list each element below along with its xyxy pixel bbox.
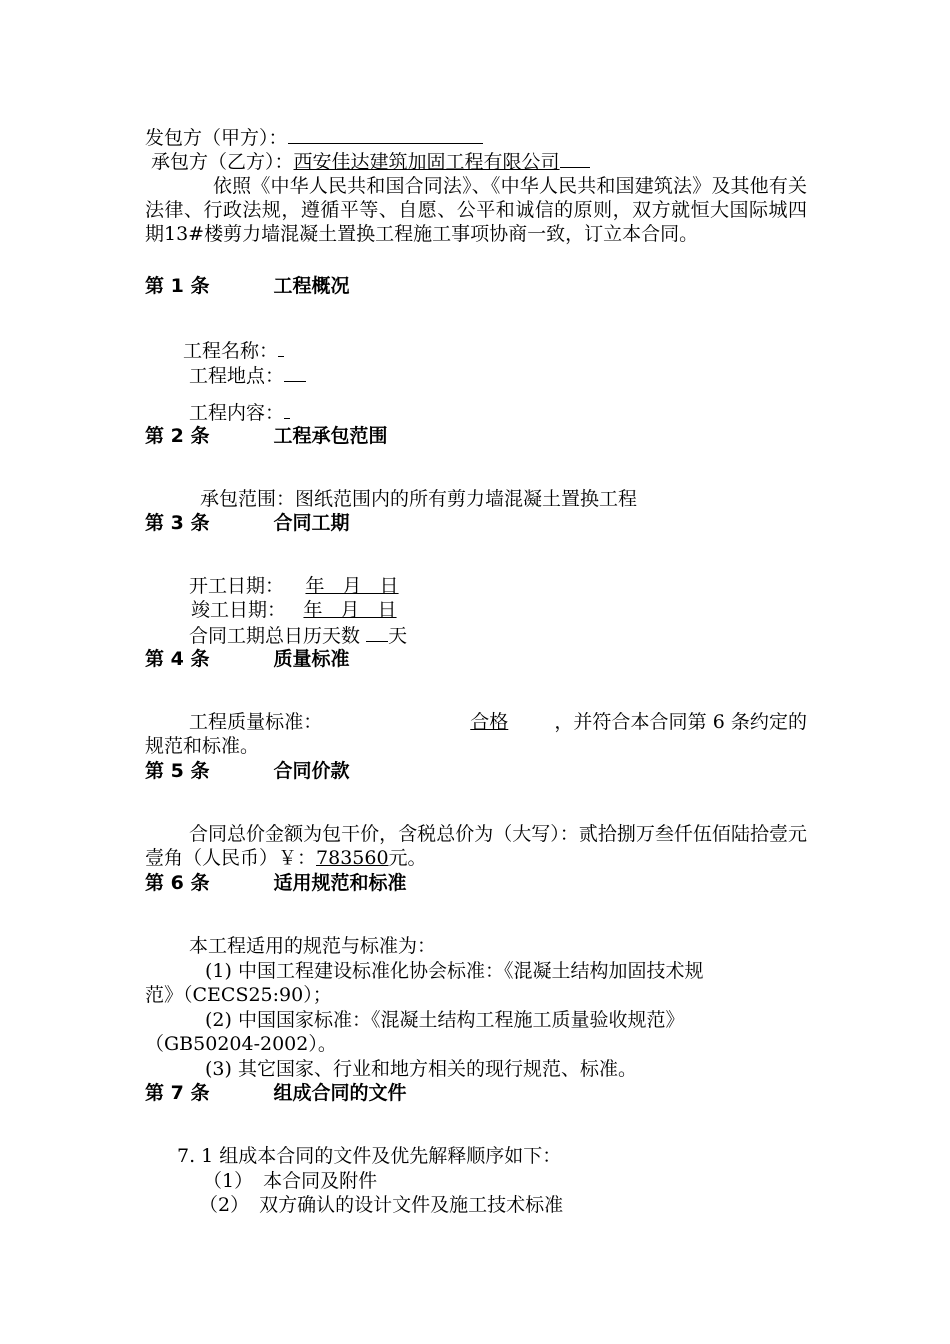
price-unit: 元。 — [388, 847, 427, 869]
project-name-label: 工程名称： — [183, 340, 279, 362]
section-4-title: 质量标准 — [273, 648, 350, 670]
standard-item-3: (3) 其它国家、行业和地方相关的现行规范、标准。 — [205, 1058, 637, 1080]
standard-item-1a: (1) 中国工程建设标准化协会标准：《混凝土结构加固技术规 — [205, 960, 704, 982]
total-days-blank[interactable] — [366, 623, 388, 642]
document-item-1 — [203, 1169, 377, 1193]
section-5-heading — [145, 759, 349, 783]
section-1-title: 工程概况 — [273, 275, 350, 297]
standard-item-2a: (2) 中国国家标准：《混凝土结构工程施工质量验收规范》 — [205, 1009, 685, 1031]
project-content-line — [189, 400, 290, 425]
start-date-line — [189, 574, 420, 598]
end-date-line — [191, 598, 414, 622]
end-date-value[interactable]: 年 月 日 — [303, 599, 397, 621]
scope-line: 承包范围：图纸范围内的所有剪力墙混凝土置换工程 — [200, 488, 638, 510]
section-2-number: 第 2 条 — [145, 425, 210, 447]
section-6-heading — [145, 871, 406, 895]
section-4-number: 第 4 条 — [145, 648, 210, 670]
section-2-title: 工程承包范围 — [273, 425, 388, 447]
section-6-title: 适用规范和标准 — [273, 872, 407, 894]
price-text: 合同总价金额为包干价，含税总价为（大写）：贰拾捌万叁仟伍佰陆拾壹元壹角（人民币）￥： — [145, 823, 807, 869]
intro-paragraph: 依照《中华人民共和国合同法》、《中华人民共和国建筑法》及其他有关法律、行政法规，遵循平等、自愿、公平和诚信的原则，双方就恒大国际城四期13#楼剪力墙混凝土置换工程施工事项协商一致，订立本合同。 — [145, 175, 807, 245]
section-7-number: 第 7 条 — [145, 1082, 210, 1104]
section-4-heading — [145, 647, 349, 671]
project-location-blank[interactable] — [284, 363, 306, 382]
party-a-label: 发包方（甲方）： — [145, 127, 288, 149]
party-b-blank — [560, 149, 590, 168]
standard-item-2b: （GB50204-2002）。 — [145, 1033, 337, 1055]
section-1-heading — [145, 274, 349, 298]
project-name-line — [183, 338, 284, 363]
party-b-line — [151, 149, 590, 174]
section-1-number: 第 1 条 — [145, 275, 210, 297]
party-a-line — [145, 125, 483, 150]
project-location-line — [189, 363, 306, 388]
document-item-2-text: 双方确认的设计文件及施工技术标准 — [259, 1194, 564, 1216]
party-a-blank[interactable] — [288, 125, 483, 144]
quality-value[interactable]: 合格 — [470, 711, 509, 733]
total-days-line — [189, 623, 407, 648]
section-3-heading — [145, 511, 349, 535]
standard-item-1b: 范》（CECS25:90）； — [145, 984, 332, 1006]
price-amount[interactable]: 783560 — [316, 847, 389, 869]
section-3-title: 合同工期 — [273, 512, 350, 534]
start-date-value[interactable]: 年 月 日 — [305, 575, 399, 597]
section-6-number: 第 6 条 — [145, 872, 210, 894]
project-content-label: 工程内容： — [189, 402, 285, 424]
end-date-label: 竣工日期： — [191, 599, 287, 621]
section-7-heading — [145, 1081, 406, 1105]
section-5-number: 第 5 条 — [145, 760, 210, 782]
project-content-blank[interactable] — [284, 400, 290, 419]
total-days-label: 合同工期总日历天数 — [189, 625, 361, 647]
document-item-2-number: （2） — [199, 1194, 250, 1216]
quality-paragraph — [145, 710, 807, 758]
quality-suffix: ，并符合本合同第 6 条约定的规范和标准。 — [145, 711, 807, 757]
project-name-blank[interactable] — [278, 338, 284, 357]
documents-intro: 7. 1 组成本合同的文件及优先解释顺序如下： — [177, 1145, 562, 1167]
project-location-label: 工程地点： — [189, 365, 285, 387]
start-date-label: 开工日期： — [189, 575, 285, 597]
price-paragraph — [145, 822, 807, 870]
section-5-title: 合同价款 — [273, 760, 350, 782]
document-item-2 — [199, 1193, 563, 1217]
standards-intro: 本工程适用的规范与标准为： — [189, 935, 437, 957]
party-b-label: 承包方（乙方）： — [151, 151, 294, 173]
document-item-1-text: 本合同及附件 — [263, 1170, 378, 1192]
party-b-value: 西安佳达建筑加固工程有限公司 — [293, 151, 560, 173]
section-7-title: 组成合同的文件 — [273, 1082, 407, 1104]
section-3-number: 第 3 条 — [145, 512, 210, 534]
document-item-1-number: （1） — [203, 1170, 254, 1192]
quality-label: 工程质量标准： — [189, 711, 323, 733]
total-days-unit: 天 — [388, 625, 408, 647]
section-2-heading — [145, 424, 387, 448]
